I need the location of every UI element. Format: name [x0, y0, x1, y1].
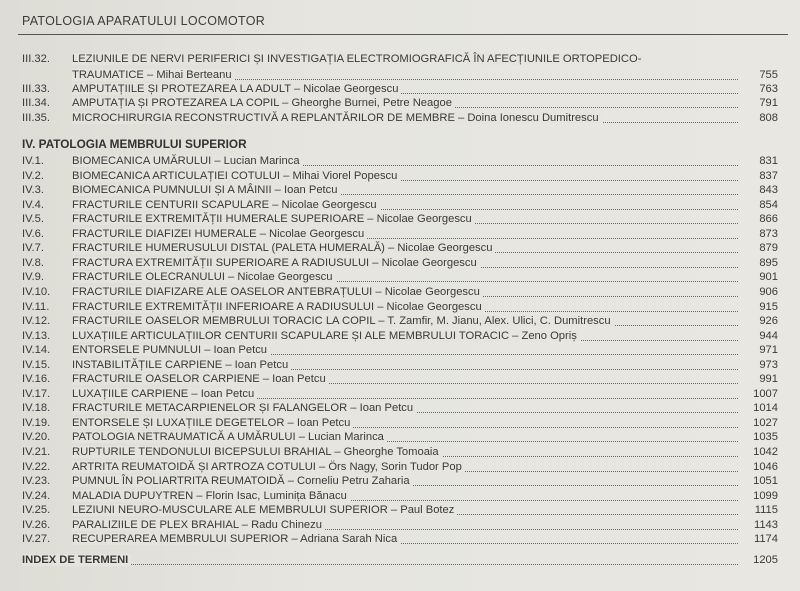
- entry-page-number: 971: [759, 344, 778, 357]
- entry-number: IV.5.: [22, 213, 44, 226]
- toc-entry: [0, 518, 800, 533]
- header-rule: [18, 34, 788, 35]
- toc-entry: [0, 387, 800, 402]
- entry-number: IV.3.: [22, 184, 44, 197]
- toc-entry: [0, 430, 800, 445]
- entry-page-number: 915: [759, 300, 778, 313]
- entry-number: IV.12.: [22, 315, 51, 328]
- toc-entry: [0, 358, 800, 373]
- entry-title: FRACTURILE OASELOR MEMBRULUI TORACIC LA COPIL – T. Zamfir, M. Jianu, Alex. Ulici, C. Dumitrescu: [72, 315, 614, 327]
- toc-entry: [0, 474, 800, 489]
- entry-page-number: 755: [759, 69, 778, 81]
- toc-entry: [0, 52, 800, 67]
- entry-number: IV.21.: [22, 446, 51, 458]
- entry-number: IV.16.: [22, 373, 51, 386]
- entry-page-number: 1143: [753, 518, 778, 531]
- entry-title: LUXAȚIILE ARTICULAȚIILOR CENTURII SCAPULARE ȘI ALE MEMBRULUI TORACIC – Zeno Opriș: [72, 330, 580, 342]
- toc-entry: [0, 169, 800, 184]
- entry-title: PUMNUL ÎN POLIARTRITA REUMATOIDĂ – Corneliu Petru Zaharia: [72, 475, 413, 487]
- toc-entry: [0, 198, 800, 213]
- entry-number: IV.9.: [22, 271, 44, 284]
- toc-entry: [0, 212, 800, 227]
- entry-page-number: 808: [759, 111, 778, 124]
- entry-title: ENTORSELE PUMNULUI – Ioan Petcu: [72, 344, 270, 356]
- entry-number: IV.13.: [22, 329, 51, 342]
- entry-page-number: 1099: [753, 489, 778, 502]
- entry-page-number: 879: [759, 242, 778, 255]
- entry-title: BIOMECANICA UMĂRULUI – Lucian Marinca: [72, 155, 303, 167]
- entry-page-number: 926: [759, 315, 778, 328]
- entry-number: IV.26.: [22, 518, 51, 531]
- entry-number: IV.8.: [22, 256, 44, 269]
- toc-entry: [0, 314, 800, 329]
- entry-page-number: 837: [759, 169, 778, 182]
- toc-entry: [0, 68, 800, 83]
- entry-page-number: 763: [759, 83, 778, 96]
- entry-page-number: 866: [759, 213, 778, 226]
- entry-number: III.34.: [22, 97, 50, 110]
- section-heading: IV. PATOLOGIA MEMBRULUI SUPERIOR: [22, 137, 247, 151]
- entry-number: IV.6.: [22, 227, 44, 240]
- entry-page-number: 1046: [753, 460, 778, 473]
- entry-title: FRACTURILE OASELOR CARPIENE – Ioan Petcu: [72, 373, 329, 385]
- toc-entry: [0, 300, 800, 315]
- toc-entry: [0, 445, 800, 460]
- entry-title: FRACTURILE HUMERUSULUI DISTAL (PALETA HUMERALĂ) – Nicolae Georgescu: [72, 242, 495, 254]
- toc-entry: [0, 241, 800, 256]
- entry-number: IV.2.: [22, 169, 44, 182]
- toc-entry: [0, 343, 800, 358]
- entry-title: TRAUMATICE – Mihai Berteanu: [72, 69, 235, 81]
- entry-page-number: 1014: [753, 402, 778, 415]
- entry-number: IV.19.: [22, 416, 51, 429]
- index-entry: [0, 553, 800, 568]
- toc-entry: [0, 329, 800, 344]
- entry-number: IV.7.: [22, 242, 44, 255]
- toc-entry: [0, 111, 800, 126]
- entry-title: AMPUTAȚIILE ȘI PROTEZAREA LA ADULT – Nicolae Georgescu: [72, 83, 401, 95]
- entry-number: IV.27.: [22, 533, 51, 546]
- entry-number: IV.14.: [22, 344, 51, 357]
- toc-entry: [0, 96, 800, 111]
- entry-title: FRACTURILE EXTREMITĂȚII INFERIOARE A RADIUSULUI – Nicolae Georgescu: [72, 301, 485, 313]
- entry-page-number: 873: [759, 227, 778, 240]
- entry-page-number: 991: [759, 373, 778, 386]
- entry-title: PARALIZIILE DE PLEX BRAHIAL – Radu Chinezu: [72, 519, 325, 531]
- entry-page-number: 854: [759, 198, 778, 211]
- toc-entry: [0, 227, 800, 242]
- entry-title: FRACTURILE CENTURII SCAPULARE – Nicolae Georgescu: [72, 199, 380, 211]
- entry-number: III.35.: [22, 111, 50, 124]
- toc-entry: [0, 256, 800, 271]
- entry-title: LEZIUNI NEURO-MUSCULARE ALE MEMBRULUI SUPERIOR – Paul Botez: [72, 504, 457, 516]
- entry-number: III.32.: [22, 53, 50, 65]
- entry-page-number: 1035: [753, 431, 778, 444]
- entry-title: FRACTURA EXTREMITĂȚII SUPERIOARE A RADIUSULUI – Nicolae Georgescu: [72, 257, 480, 269]
- toc-entry: [0, 183, 800, 198]
- entry-title: LUXAȚIILE CARPIENE – Ioan Petcu: [72, 388, 257, 400]
- toc-entry: [0, 82, 800, 97]
- entry-title: FRACTURILE DIAFIZEI HUMERALE – Nicolae Georgescu: [72, 228, 367, 240]
- entry-title: FRACTURILE OLECRANULUI – Nicolae Georgescu: [72, 271, 336, 283]
- entry-number: IV.11.: [22, 300, 50, 313]
- toc-entry: [0, 503, 800, 518]
- entry-page-number: 843: [759, 184, 778, 197]
- entry-title: PATOLOGIA NETRAUMATICĂ A UMĂRULUI – Lucian Marinca: [72, 431, 387, 443]
- entry-number: IV.24.: [22, 489, 51, 502]
- entry-page-number: 973: [759, 358, 778, 371]
- entry-number: III.33.: [22, 83, 50, 96]
- entry-number: IV.15.: [22, 358, 51, 371]
- entry-title: MICROCHIRURGIA RECONSTRUCTIVĂ A REPLANTĂRILOR DE MEMBRE – Doina Ionescu Dumitrescu: [72, 112, 602, 124]
- entry-title: RECUPERAREA MEMBRULUI SUPERIOR – Adriana Sarah Nica: [72, 533, 400, 545]
- entry-page-number: 1051: [753, 475, 778, 488]
- running-head: PATOLOGIA APARATULUI LOCOMOTOR: [22, 14, 266, 28]
- entry-title: FRACTURILE DIAFIZARE ALE OASELOR ANTEBRAȚULUI – Nicolae Georgescu: [72, 286, 483, 298]
- toc-entry: [0, 372, 800, 387]
- entry-page-number: 1042: [753, 446, 778, 458]
- entry-number: IV.4.: [22, 198, 44, 211]
- entry-number: IV.23.: [22, 475, 51, 488]
- entry-page-number: 1115: [754, 504, 778, 517]
- entry-number: IV.22.: [22, 460, 51, 473]
- entry-title: ARTRITA REUMATOIDĂ ȘI ARTROZA COTULUI – Örs Nagy, Sorin Tudor Pop: [72, 461, 465, 473]
- toc-entry: [0, 401, 800, 416]
- toc-entry: [0, 154, 800, 169]
- entry-page-number: 944: [759, 329, 778, 342]
- entry-title: BIOMECANICA PUMNULUI ȘI A MÂINII – Ioan Petcu: [72, 184, 340, 196]
- entry-title: INDEX DE TERMENI: [22, 554, 131, 566]
- entry-page-number: 1007: [753, 387, 778, 400]
- entry-page-number: 1027: [753, 416, 778, 429]
- entry-title: FRACTURILE METACARPIENELOR ȘI FALANGELOR – Ioan Petcu: [72, 402, 416, 414]
- entry-title: AMPUTAȚIA ȘI PROTEZAREA LA COPIL – Gheorghe Burnei, Petre Neagoe: [72, 97, 455, 109]
- entry-number: IV.10.: [22, 285, 51, 298]
- entry-title: BIOMECANICA ARTICULAȚIEI COTULUI – Mihai Viorel Popescu: [72, 170, 400, 182]
- toc-entry: [0, 416, 800, 431]
- entry-title: FRACTURILE EXTREMITĂȚII HUMERALE SUPERIOARE – Nicolae Georgescu: [72, 213, 475, 225]
- entry-page-number: 791: [759, 97, 778, 110]
- toc-entry: [0, 285, 800, 300]
- entry-title: LEZIUNILE DE NERVI PERIFERICI ȘI INVESTIGAȚIA ELECTROMIOGRAFICĂ ÎN AFECȚIUNILE ORTOPEDICO-: [72, 53, 644, 65]
- entry-page-number: 895: [759, 256, 778, 269]
- entry-page-number: 831: [759, 155, 778, 167]
- entry-title: RUPTURILE TENDONULUI BICEPSULUI BRAHIAL – Gheorghe Tomoaia: [72, 446, 442, 458]
- entry-number: IV.20.: [22, 431, 51, 444]
- toc-entry: [0, 489, 800, 504]
- toc-entry: [0, 460, 800, 475]
- entry-page-number: 1205: [753, 554, 778, 566]
- toc-entry: [0, 270, 800, 285]
- entry-number: IV.17.: [22, 387, 51, 400]
- entry-page-number: 901: [759, 271, 778, 284]
- entry-number: IV.1.: [22, 155, 44, 167]
- entry-number: IV.25.: [22, 504, 51, 517]
- entry-number: IV.18.: [22, 402, 51, 415]
- entry-page-number: 906: [759, 285, 778, 298]
- entry-title: MALADIA DUPUYTREN – Florin Isac, Luminița Bănacu: [72, 490, 350, 502]
- entry-title: INSTABILITĂȚILE CARPIENE – Ioan Petcu: [72, 359, 291, 371]
- toc-entry: [0, 532, 800, 547]
- entry-title: ENTORSELE ȘI LUXAȚIILE DEGETELOR – Ioan Petcu: [72, 417, 353, 429]
- entry-page-number: 1174: [753, 533, 778, 546]
